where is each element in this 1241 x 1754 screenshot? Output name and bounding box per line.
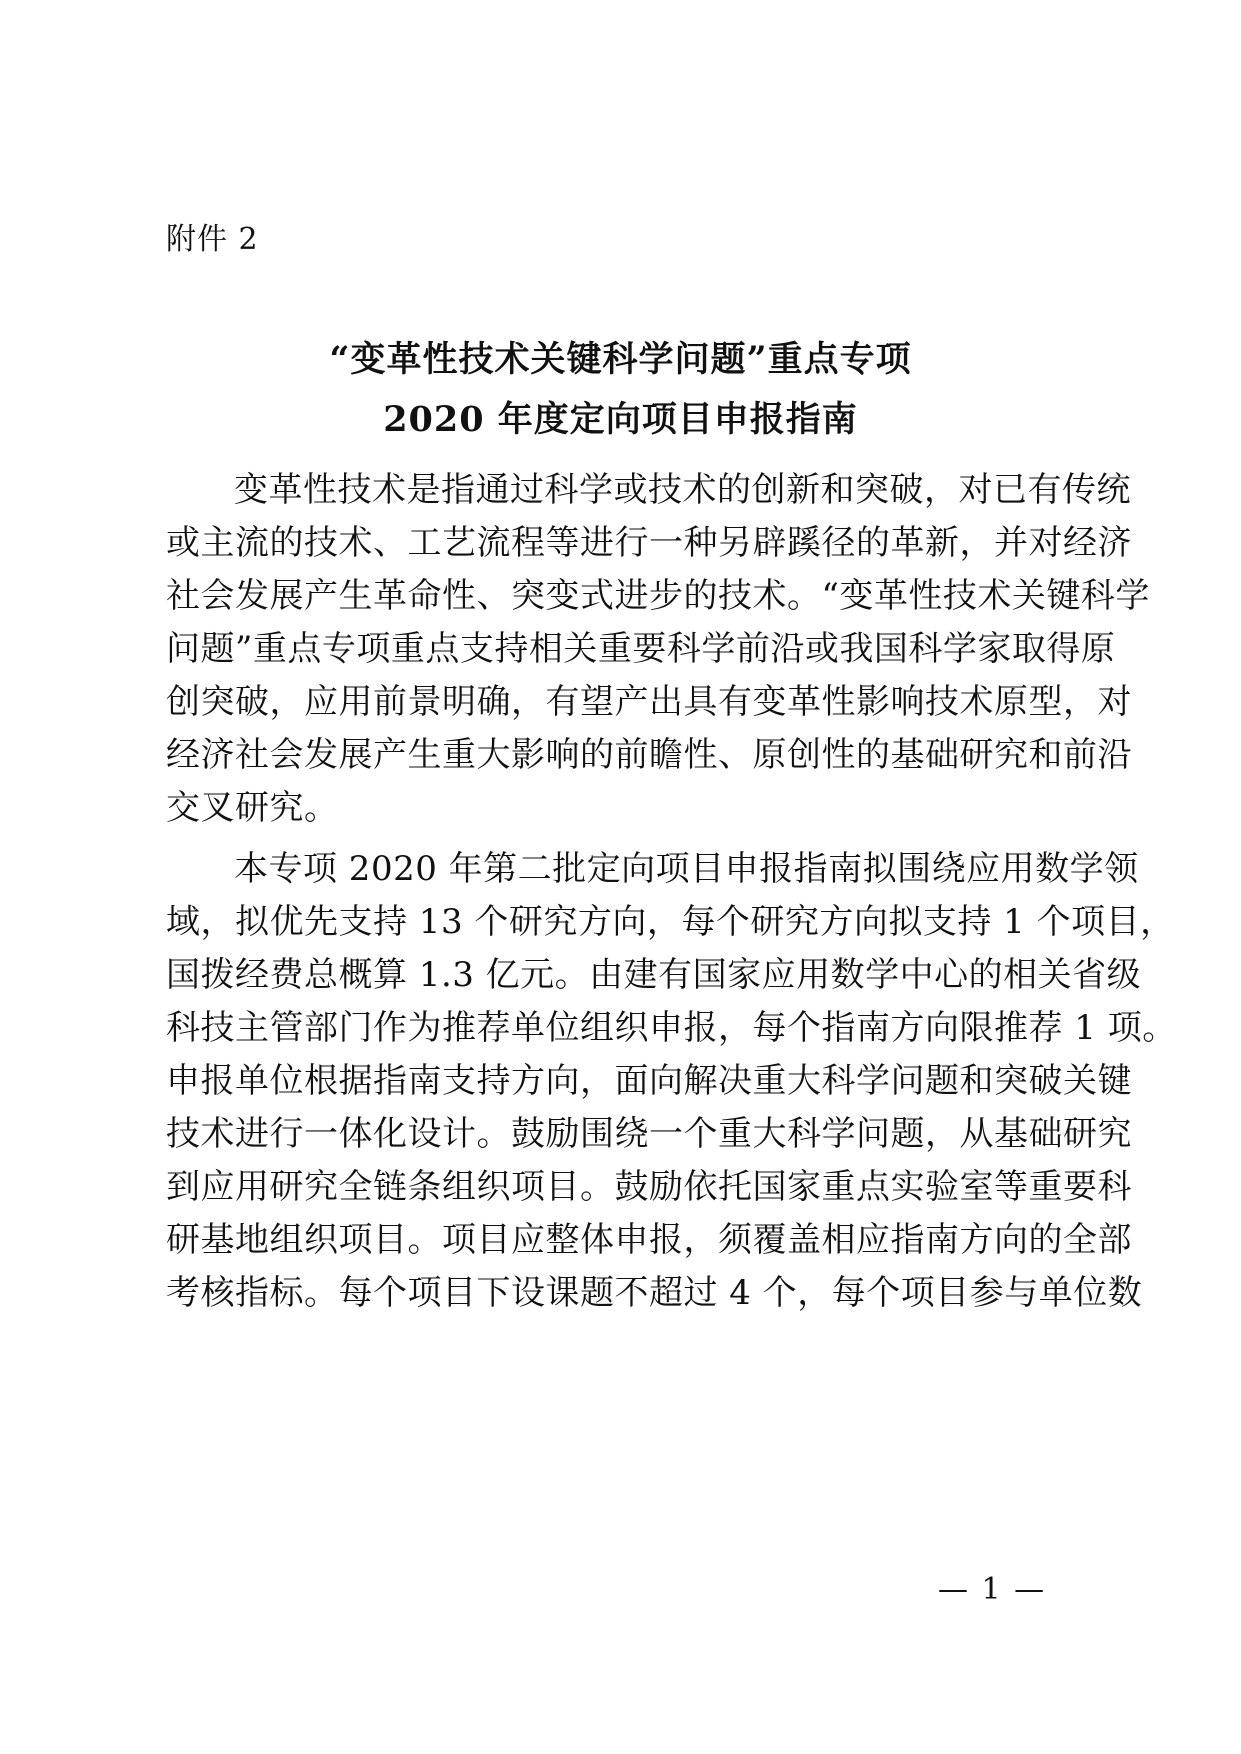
paragraph-1-line-3: 社会发展产生革命性、突变式进步的技术。“变革性技术关键科学 bbox=[166, 576, 1150, 616]
paragraph-1-line-4: 问题”重点专项重点支持相关重要科学前沿或我国科学家取得原 bbox=[166, 629, 1116, 669]
document-title-line-1: “变革性技术关键科学问题”重点专项 bbox=[329, 339, 912, 380]
paragraph-2-line-1: 本专项 2020 年第二批定向项目申报指南拟围绕应用数学领 bbox=[234, 849, 1139, 889]
paragraph-2-line-5: 申报单位根据指南支持方向，面向解决重大科学问题和突破关键 bbox=[166, 1061, 1132, 1101]
paragraph-1-line-5: 创突破，应用前景明确，有望产出具有变革性影响技术原型，对 bbox=[166, 682, 1132, 722]
paragraph-2-line-9: 考核指标。每个项目下设课题不超过 4 个，每个项目参与单位数 bbox=[166, 1273, 1143, 1313]
page-number: — 1 — bbox=[938, 1572, 1047, 1607]
paragraph-2-line-7: 到应用研究全链条组织项目。鼓励依托国家重点实验室等重要科 bbox=[166, 1167, 1132, 1207]
paragraph-2-line-4: 科技主管部门作为推荐单位组织申报，每个指南方向限推荐 1 项。 bbox=[166, 1008, 1177, 1048]
paragraph-2-line-6: 技术进行一体化设计。鼓励围绕一个重大科学问题，从基础研究 bbox=[166, 1114, 1132, 1154]
paragraph-2-line-2: 域，拟优先支持 13 个研究方向，每个研究方向拟支持 1 个项目， bbox=[166, 902, 1175, 942]
attachment-label: 附件 2 bbox=[166, 222, 259, 257]
document-title-line-2: 2020 年度定向项目申报指南 bbox=[383, 399, 858, 440]
paragraph-1-line-7: 交叉研究。 bbox=[166, 788, 339, 828]
paragraph-2-line-3: 国拨经费总概算 1.3 亿元。由建有国家应用数学中心的相关省级 bbox=[166, 955, 1142, 995]
paragraph-1-line-2: 或主流的技术、工艺流程等进行一种另辟蹊径的革新，并对经济 bbox=[166, 523, 1132, 563]
paragraph-1-line-1: 变革性技术是指通过科学或技术的创新和突破，对已有传统 bbox=[234, 470, 1131, 510]
paragraph-2-line-8: 研基地组织项目。项目应整体申报，须覆盖相应指南方向的全部 bbox=[166, 1220, 1132, 1260]
paragraph-1-line-6: 经济社会发展产生重大影响的前瞻性、原创性的基础研究和前沿 bbox=[166, 735, 1132, 775]
